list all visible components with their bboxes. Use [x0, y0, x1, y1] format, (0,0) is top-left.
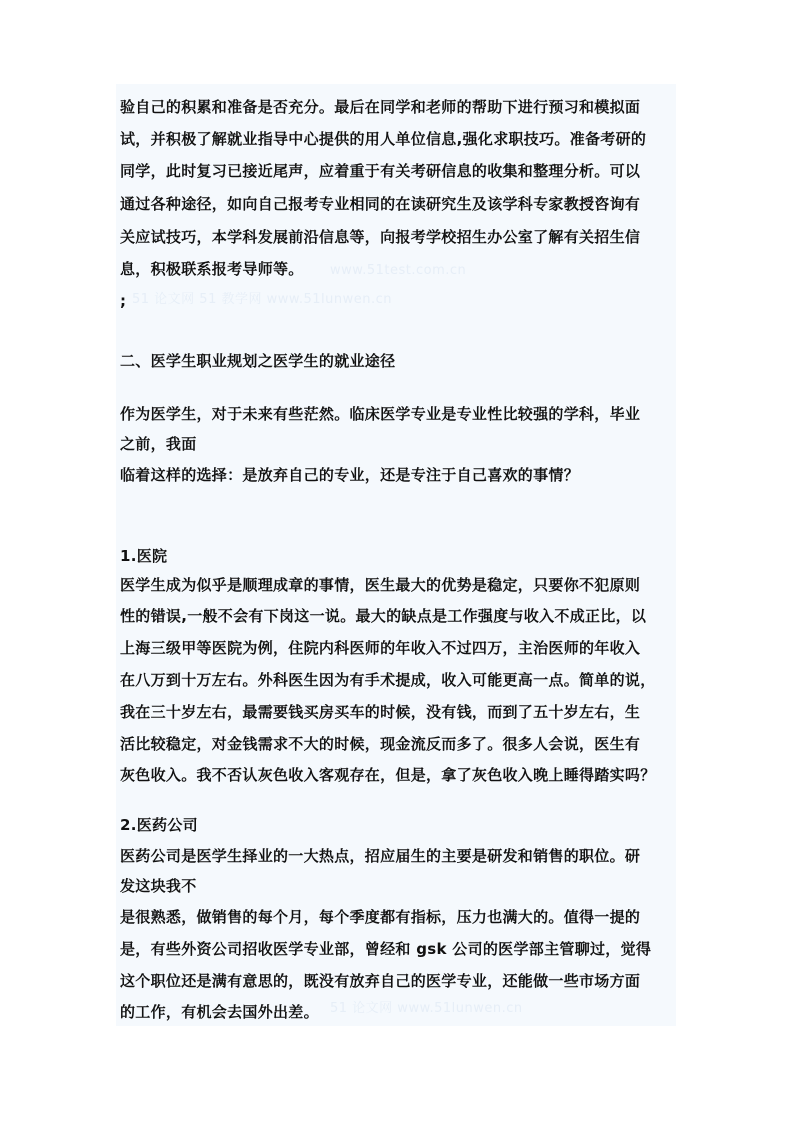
- pharma-heading: 2.医药公司: [120, 816, 198, 834]
- pharma-line: 发这块我不: [120, 877, 197, 895]
- pharma-line: 医药公司是医学生择业的一大热点，招应届生的主要是研发和销售的职位。研: [120, 847, 641, 865]
- pharma-line: 是，有些外资公司招收医学专业部，曾经和 gsk 公司的医学部主管聊过，觉得: [120, 940, 652, 958]
- hospital-line: 灰色收入。我不否认灰色收入客观存在，但是，拿了灰色收入晚上睡得踏实吗？: [120, 766, 656, 784]
- pharma-line: 的工作，有机会去国外出差。: [120, 1003, 319, 1021]
- watermark: 51 论文网 51 教学网 www.51lunwen.cn: [132, 292, 392, 307]
- paragraph-line: 验自己的积累和准备是否充分。最后在同学和老师的帮助下进行预习和模拟面: [120, 98, 641, 116]
- watermark: www.51test.com.cn: [330, 263, 467, 278]
- hospital-line: 医学生成为似乎是顺理成章的事情，医生最大的优势是稳定，只要你不犯原则: [120, 576, 641, 594]
- semicolon-line: ;: [120, 292, 127, 310]
- pharma-line: 是很熟悉，做销售的每个月，每个季度都有指标，压力也满大的。值得一提的: [120, 908, 641, 926]
- paragraph-line: 同学，此时复习已接近尾声，应着重于有关考研信息的收集和整理分析。可以: [120, 162, 641, 180]
- intro-line: 之前，我面: [120, 435, 197, 453]
- hospital-line: 我在三十岁左右，最需要钱买房买车的时候，没有钱，而到了五十岁左右，生: [120, 703, 641, 721]
- intro-line: 作为医学生，对于未来有些茫然。临床医学专业是专业性比较强的学科，毕业: [120, 405, 641, 423]
- section-heading: 二、医学生职业规划之医学生的就业途径: [120, 352, 396, 370]
- hospital-line: 上海三级甲等医院为例，住院内科医师的年收入不过四万，主治医师的年收入: [120, 639, 641, 657]
- hospital-line: 活比较稳定，对金钱需求不大的时候，现金流反而多了。很多人会说，医生有: [120, 735, 641, 753]
- paragraph-line: 关应试技巧，本学科发展前沿信息等，向报考学校招生办公室了解有关招生信: [120, 228, 641, 246]
- paragraph-line: 试，并积极了解就业指导中心提供的用人单位信息,强化求职技巧。准备考研的: [120, 130, 647, 148]
- pharma-line: 这个职位还是满有意思的，既没有放弃自己的医学专业，还能做一些市场方面: [120, 972, 641, 990]
- hospital-line: 性的错误,一般不会有下岗这一说。最大的缺点是工作强度与收入不成正比，以: [120, 607, 647, 625]
- hospital-heading: 1.医院: [120, 547, 168, 565]
- paragraph-line: 通过各种途径，如向自己报考专业相同的在读研究生及该学科专家教授咨询有: [120, 195, 641, 213]
- paragraph-line: 息，积极联系报考导师等。: [120, 260, 304, 278]
- watermark: 51 论文网 www.51lunwen.cn: [330, 1001, 523, 1016]
- hospital-line: 在八万到十万左右。外科医生因为有手术提成，收入可能更高一点。简单的说，: [120, 671, 656, 689]
- intro-line: 临着这样的选择：是放弃自己的专业，还是专注于自己喜欢的事情？: [120, 466, 580, 484]
